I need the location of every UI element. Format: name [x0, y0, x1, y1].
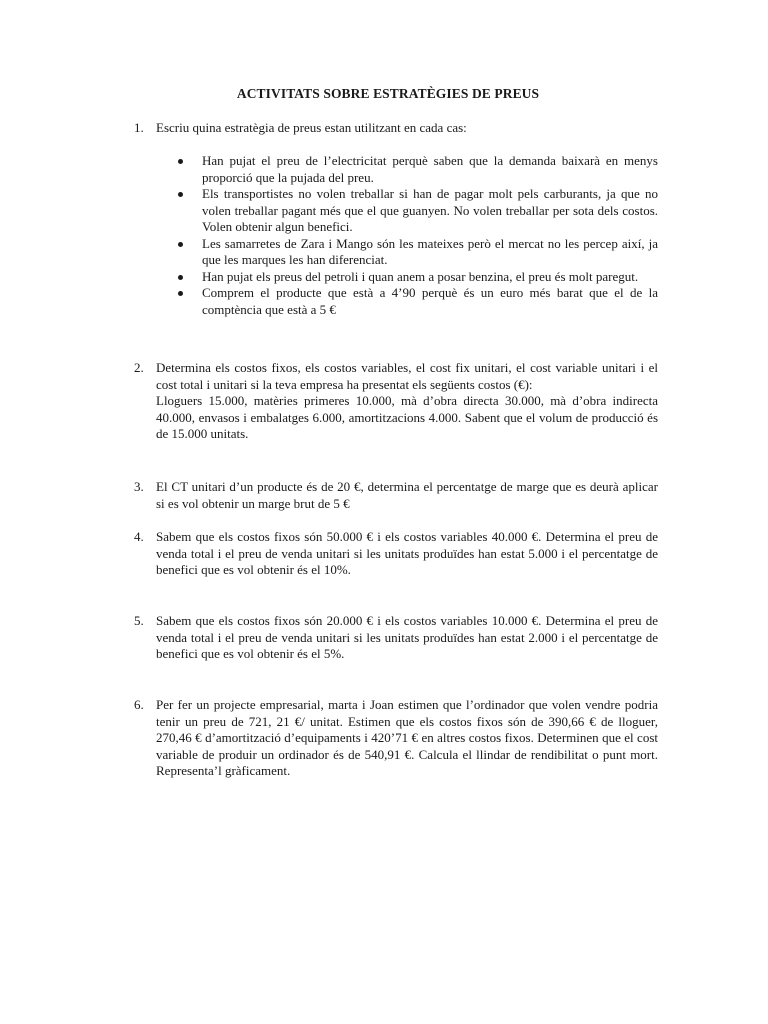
- bullet-icon: [178, 159, 183, 164]
- question-data-text: Lloguers 15.000, matèries primeres 10.000, mà d’obra directa 30.000, mà d’obra indirecta 40.000, envasos i embalatges 6.000, amortitzacions 4.000. Sabent que el volum de producció és de 15.000 unitats.: [156, 393, 658, 441]
- list-item-text: Han pujat els preus del petroli i quan anem a posar benzina, el preu és molt paregut.: [202, 268, 639, 284]
- list-item: [176, 186, 658, 236]
- question-text: Escriu quina estratègia de preus estan utilitzant en cada cas:: [156, 120, 467, 135]
- bullet-icon: [178, 242, 183, 247]
- list-item-text: Comprem el producte que està a 4’90 perquè és un euro més barat que el de la comptència que està a 5 €: [202, 285, 658, 317]
- bullet-icon: [178, 192, 183, 197]
- list-item-text: Les samarretes de Zara i Mango són les mateixes però el mercat no les percep així, ja que les marques les han diferenciat.: [202, 235, 658, 267]
- bullet-icon: [178, 291, 183, 296]
- list-item: [176, 153, 658, 186]
- question-number: 1.: [134, 120, 144, 135]
- question-number: 3.: [134, 479, 144, 494]
- bullet-icon: [178, 275, 183, 280]
- question-3: [134, 479, 658, 512]
- question-text: Sabem que els costos fixos són 20.000 € i els costos variables 10.000 €. Determina el preu de venda total i el preu de venda unitari si les unitats produïdes han estat 2.000 i el percentatge de benefici que es vol obtenir és el 5%.: [156, 613, 658, 661]
- question-1: [134, 120, 658, 137]
- question-number: 5.: [134, 613, 144, 628]
- question-text: Determina els costos fixos, els costos variables, el cost fix unitari, el cost variable unitari i el cost total i unitari si la teva empresa ha presentat els següents costos (€):: [156, 360, 658, 392]
- list-item: [176, 236, 658, 269]
- question-text: Per fer un projecte empresarial, marta i Joan estimen que l’ordinador que volen vendre podria tenir un preu de 721, 21 €/ unitat. Estimen que els costos fixos són de 390,66 € de lloguer, 270,46 € d’amortització d’equipaments i 420’71 € en altres costos fixos. Determinen que el cost variable de produir un ordinador és de 540,91 €. Calcula el llindar de rendibilitat o punt mort. Representa’l gràficament.: [156, 697, 658, 778]
- question-number: 4.: [134, 529, 144, 544]
- question-number: 6.: [134, 697, 144, 712]
- document-title: ACTIVITATS SOBRE ESTRATÈGIES DE PREUS: [236, 86, 540, 101]
- list-item: [176, 285, 658, 318]
- list-item: [176, 269, 658, 286]
- question-4: [134, 529, 658, 579]
- question-2: [134, 360, 658, 443]
- list-item-text: Els transportistes no volen treballar si han de pagar molt pels carburants, ja que no volen treballar pagant més que el que guanyen. No volen treballar per sota dels costos. Volen obtenir algun benefici.: [202, 186, 658, 234]
- question-number: 2.: [134, 360, 144, 375]
- question-text: Sabem que els costos fixos són 50.000 € i els costos variables 40.000 €. Determina el preu de venda total i el preu de venda unitari si les unitats produïdes han estat 5.000 i el percentatge de benefici que es vol obtenir és el 10%.: [156, 529, 658, 577]
- question-5: [134, 613, 658, 663]
- question-6: [134, 697, 658, 780]
- list-item-text: Han pujat el preu de l’electricitat perquè saben que la demanda baixarà en menys proporció que la pujada del preu.: [202, 153, 658, 185]
- question-text: El CT unitari d’un producte és de 20 €, determina el percentatge de marge que es deurà aplicar si es vol obtenir un marge brut de 5 €: [156, 479, 658, 511]
- strategy-cases-list: [176, 153, 658, 318]
